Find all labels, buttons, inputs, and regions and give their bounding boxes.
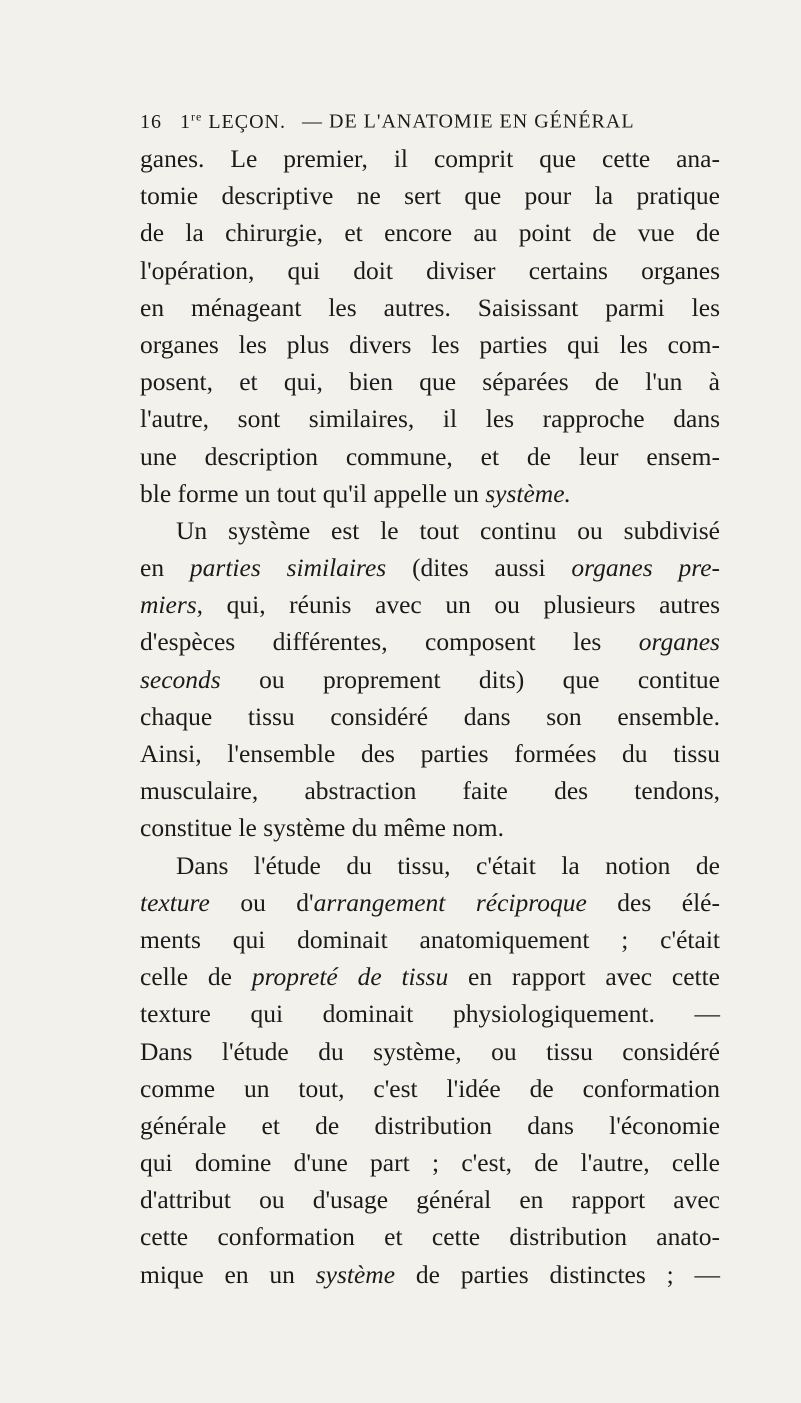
text-line: d'attribut ou d'usage général en rapport avec — [140, 1185, 720, 1215]
text-line: constitue le système du même nom. — [140, 813, 505, 843]
text-line: Dans l'étude du tissu, c'était la notion de — [176, 850, 720, 880]
text-line: cette conformation et cette distribution anato- — [140, 1222, 720, 1252]
text-line: en parties similaires (dites aussi organes pre- — [140, 553, 720, 583]
text-line: mique en un système de parties distinctes ; — — [140, 1259, 720, 1289]
text-line: seconds ou proprement dits) que contitue — [140, 664, 720, 694]
text-line: comme un tout, c'est l'idée de conformation — [140, 1073, 720, 1103]
text-line: celle de propreté de tissu en rapport avec cette — [140, 962, 720, 992]
text-line: miers, qui, réunis avec un ou plusieurs autres — [140, 590, 720, 620]
text-line: texture qui dominait physiologiquement. — — [140, 999, 720, 1029]
body-text — [140, 140, 720, 1293]
running-head — [140, 96, 720, 136]
text-line: ments qui dominait anatomiquement ; c'était — [140, 924, 720, 954]
text-line: Ainsi, l'ensemble des parties formées du tissu — [140, 739, 720, 768]
text-line: l'opération, qui doit diviser certains organes — [140, 255, 720, 285]
text-line: texture ou d'arrangement réciproque des élé- — [140, 887, 720, 917]
text-line: chaque tissu considéré dans son ensemble. — [140, 701, 720, 731]
text-line: de la chirurgie, et encore au point de vue de — [140, 218, 720, 248]
text-line: Dans l'étude du système, ou tissu considéré — [140, 1036, 720, 1066]
text-line: Un système est le tout continu ou subdivisé — [176, 515, 720, 545]
text-line: ganes. Le premier, il comprit que cette ana- — [140, 144, 720, 173]
text-line: l'autre, sont similaires, il les rapproche dans — [140, 404, 720, 434]
lesson-label: 1re LEÇON. — [180, 109, 286, 133]
text-line: générale et de distribution dans l'économie — [140, 1110, 720, 1140]
text-line: musculaire, abstraction faite des tendons, — [140, 776, 720, 806]
chapter-title: — DE L'ANATOMIE EN GÉNÉRAL — [302, 110, 635, 133]
text-line: organes les plus divers les parties qui les com- — [140, 329, 720, 359]
text-line: en ménageant les autres. Saisissant parmi les — [140, 292, 720, 322]
page-number: 16 — [140, 110, 162, 133]
text-line: qui domine d'une part ; c'est, de l'autre, celle — [140, 1148, 720, 1178]
text-line: ble forme un tout qu'il appelle un système. — [140, 478, 571, 508]
text-line: une description commune, et de leur ensem- — [140, 441, 720, 471]
text-line: tomie descriptive ne sert que pour la pratique — [140, 181, 720, 211]
text-line: d'espèces différentes, composent les organes — [140, 627, 720, 657]
text-line: posent, et qui, bien que séparées de l'un à — [140, 367, 720, 397]
